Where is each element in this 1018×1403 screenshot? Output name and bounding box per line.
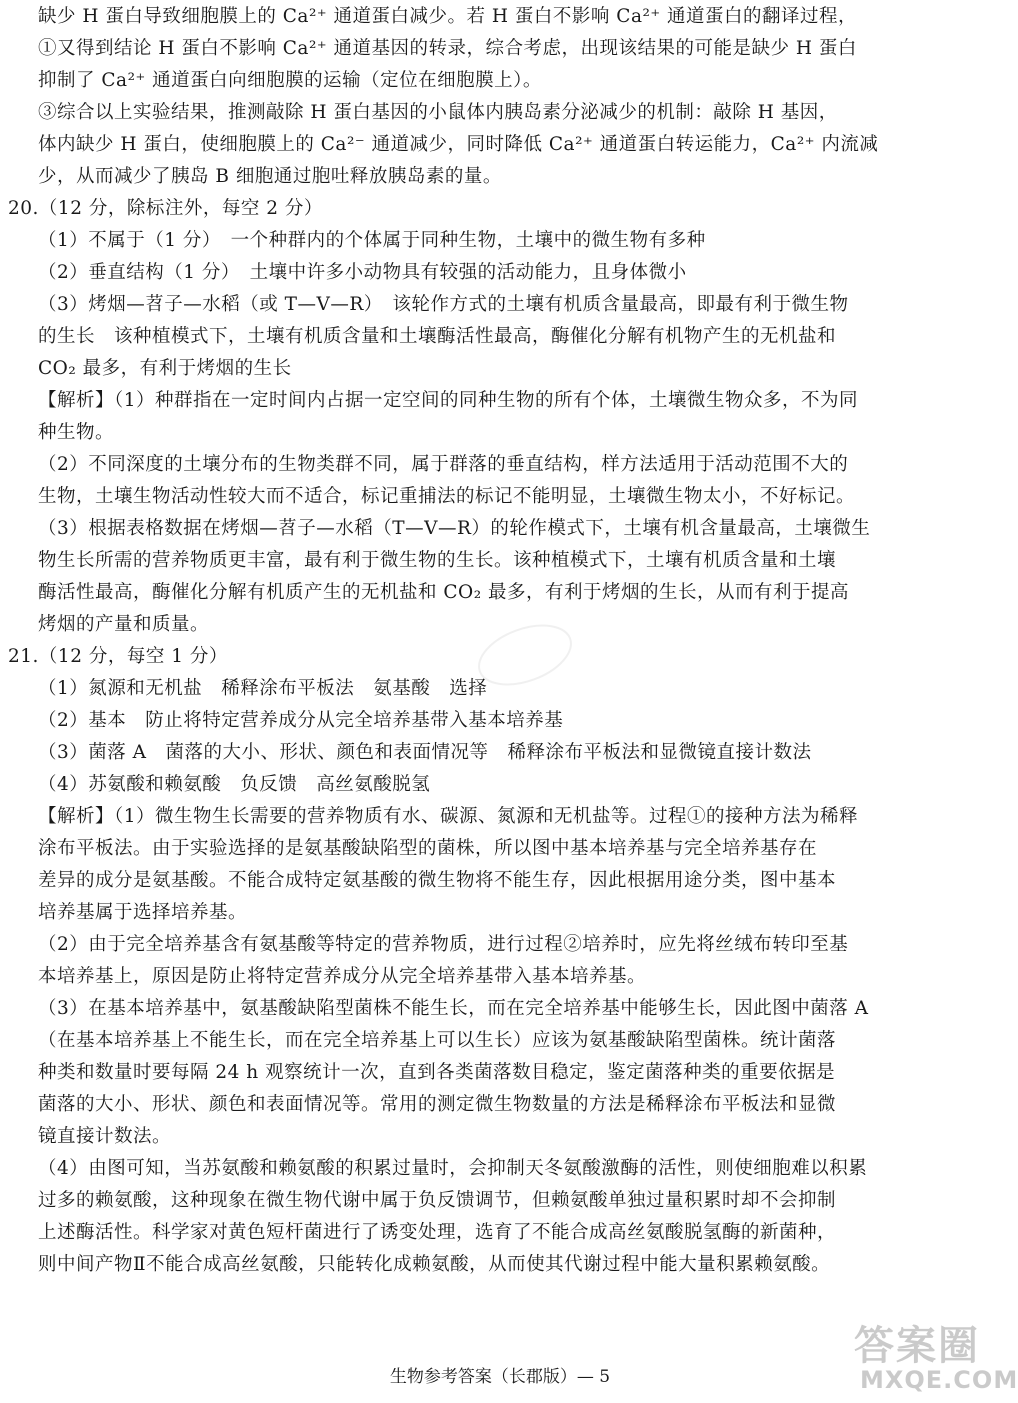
analysis-line: 涂布平板法。由于实验选择的是氨基酸缺陷型的菌株，所以图中基本培养基与完全培养基存在: [38, 838, 818, 859]
question-heading-20: 20.（12 分，除标注外，每空 2 分）: [8, 198, 323, 219]
analysis-line: 种类和数量时要每隔 24 h 观察统计一次，直到各类菌落数目稳定，鉴定菌落种类的重要依据是: [38, 1062, 836, 1083]
analysis-line: （在基本培养基上不能生长，而在完全培养基上可以生长）应该为氨基酸缺陷型菌株。统计菌落: [38, 1030, 837, 1051]
text-line: ③综合以上实验结果，推测敲除 H 蛋白基因的小鼠体内胰岛素分泌减少的机制：敲除 H 基因，: [38, 102, 838, 123]
analysis-line: 则中间产物Ⅱ不能合成高丝氨酸，只能转化成赖氨酸，从而使其代谢过程中能大量积累赖氨酸。: [38, 1254, 831, 1275]
answer-line: （2）基本 防止将特定营养成分从完全培养基带入基本培养基: [38, 710, 564, 731]
watermark-logo: [836, 1310, 1018, 1400]
answer-line: （1）不属于（1 分） 一个种群内的个体属于同种生物，土壤中的微生物有多种: [38, 230, 706, 251]
analysis-line: （3）在基本培养基中，氨基酸缺陷型菌株不能生长，而在完全培养基中能够生长，因此图中菌落 A: [38, 998, 869, 1019]
analysis-line: 烤烟的产量和质量。: [38, 614, 210, 635]
page-footer: 生物参考答案（长郡版）— 5: [389, 1367, 611, 1387]
analysis-line: 镜直接计数法。: [38, 1126, 172, 1147]
analysis-line: 物生长所需的营养物质更丰富，最有利于微生物的生长。该种植模式下，土壤有机质含量和土壤: [38, 550, 837, 571]
text-line: 缺少 H 蛋白导致细胞膜上的 Ca²⁺ 通道蛋白减少。若 H 蛋白不影响 Ca²⁺ 通道蛋白的翻译过程，: [38, 6, 858, 27]
analysis-line: （2）由于完全培养基含有氨基酸等特定的营养物质，进行过程②培养时，应先将丝绒布转印至基: [38, 934, 849, 955]
answer-line: （2）垂直结构（1 分） 土壤中许多小动物具有较强的活动能力，且身体微小: [38, 262, 687, 283]
analysis-line: 上述酶活性。科学家对黄色短杆菌进行了诱变处理，选育了不能合成高丝氨酸脱氢酶的新菌种，: [38, 1222, 837, 1243]
answer-line: （4）苏氨酸和赖氨酸 负反馈 高丝氨酸脱氢: [38, 774, 431, 795]
analysis-line: 本培养基上，原因是防止将特定营养成分从完全培养基带入基本培养基。: [38, 966, 647, 987]
faint-stamp-icon: [470, 620, 580, 690]
analysis-line: 过多的赖氨酸，这种现象在微生物代谢中属于负反馈调节，但赖氨酸单独过量积累时却不会抑制: [38, 1190, 837, 1211]
analysis-line: （4）由图可知，当苏氨酸和赖氨酸的积累过量时，会抑制天冬氨酸激酶的活性，则使细胞难以积累: [38, 1158, 868, 1179]
watermark-top-text: 答案圈: [854, 1323, 980, 1369]
analysis-line: 菌落的大小、形状、颜色和表面情况等。常用的测定微生物数量的方法是稀释涂布平板法和显微: [38, 1094, 837, 1115]
analysis-line: 生物，土壤生物活动性较大而不适合，标记重捕法的标记不能明显，土壤微生物太小，不好标记。: [38, 486, 856, 507]
analysis-line: （3）根据表格数据在烤烟—苕子—水稻（T—V—R）的轮作模式下，土壤有机含量最高，土壤微生: [38, 518, 871, 539]
analysis-line: 差异的成分是氨基酸。不能合成特定氨基酸的微生物将不能生存，因此根据用途分类，图中基本: [38, 870, 837, 891]
analysis-line: 【解析】（1）种群指在一定时间内占据一定空间的同种生物的所有个体，土壤微生物众多，不为同: [38, 390, 859, 411]
answer-line: （3）菌落 A 菌落的大小、形状、颜色和表面情况等 稀释涂布平板法和显微镜直接计数法: [38, 742, 812, 763]
analysis-line: 酶活性最高，酶催化分解有机质产生的无机盐和 CO₂ 最多，有利于烤烟的生长，从而有利于提高: [38, 582, 850, 603]
text-line: 抑制了 Ca²⁺ 通道蛋白向细胞膜的运输（定位在细胞膜上）。: [38, 70, 542, 91]
answer-line: （1）氮源和无机盐 稀释涂布平板法 氨基酸 选择: [38, 678, 488, 699]
analysis-line: 【解析】（1）微生物生长需要的营养物质有水、碳源、氮源和无机盐等。过程①的接种方法为稀释: [38, 806, 859, 827]
analysis-line: （2）不同深度的土壤分布的生物类群不同，属于群落的垂直结构，样方法适用于活动范围不大的: [38, 454, 849, 475]
text-line: 体内缺少 H 蛋白，使细胞膜上的 Ca²⁻ 通道减少，同时降低 Ca²⁺ 通道蛋白转运能力，Ca²⁺ 内流减: [38, 134, 879, 155]
text-line: 少，从而减少了胰岛 B 细胞通过胞吐释放胰岛素的量。: [38, 166, 502, 187]
analysis-line: 种生物。: [38, 422, 115, 443]
answer-line: 的生长 该种植模式下，土壤有机质含量和土壤酶活性最高，酶催化分解有机物产生的无机盐和: [38, 326, 837, 347]
watermark-bottom-text: MXQE.COM: [860, 1366, 1018, 1394]
text-line: ①又得到结论 H 蛋白不影响 Ca²⁺ 通道基因的转录，综合考虑，出现该结果的可能是缺少 H 蛋白: [38, 38, 857, 59]
question-heading-21: 21.（12 分，每空 1 分）: [8, 646, 228, 667]
answer-line: （3）烤烟—苕子—水稻（或 T—V—R） 该轮作方式的土壤有机质含量最高，即最有利于微生物: [38, 294, 849, 315]
analysis-line: 培养基属于选择培养基。: [38, 902, 248, 923]
answer-line: CO₂ 最多，有利于烤烟的生长: [38, 358, 292, 379]
